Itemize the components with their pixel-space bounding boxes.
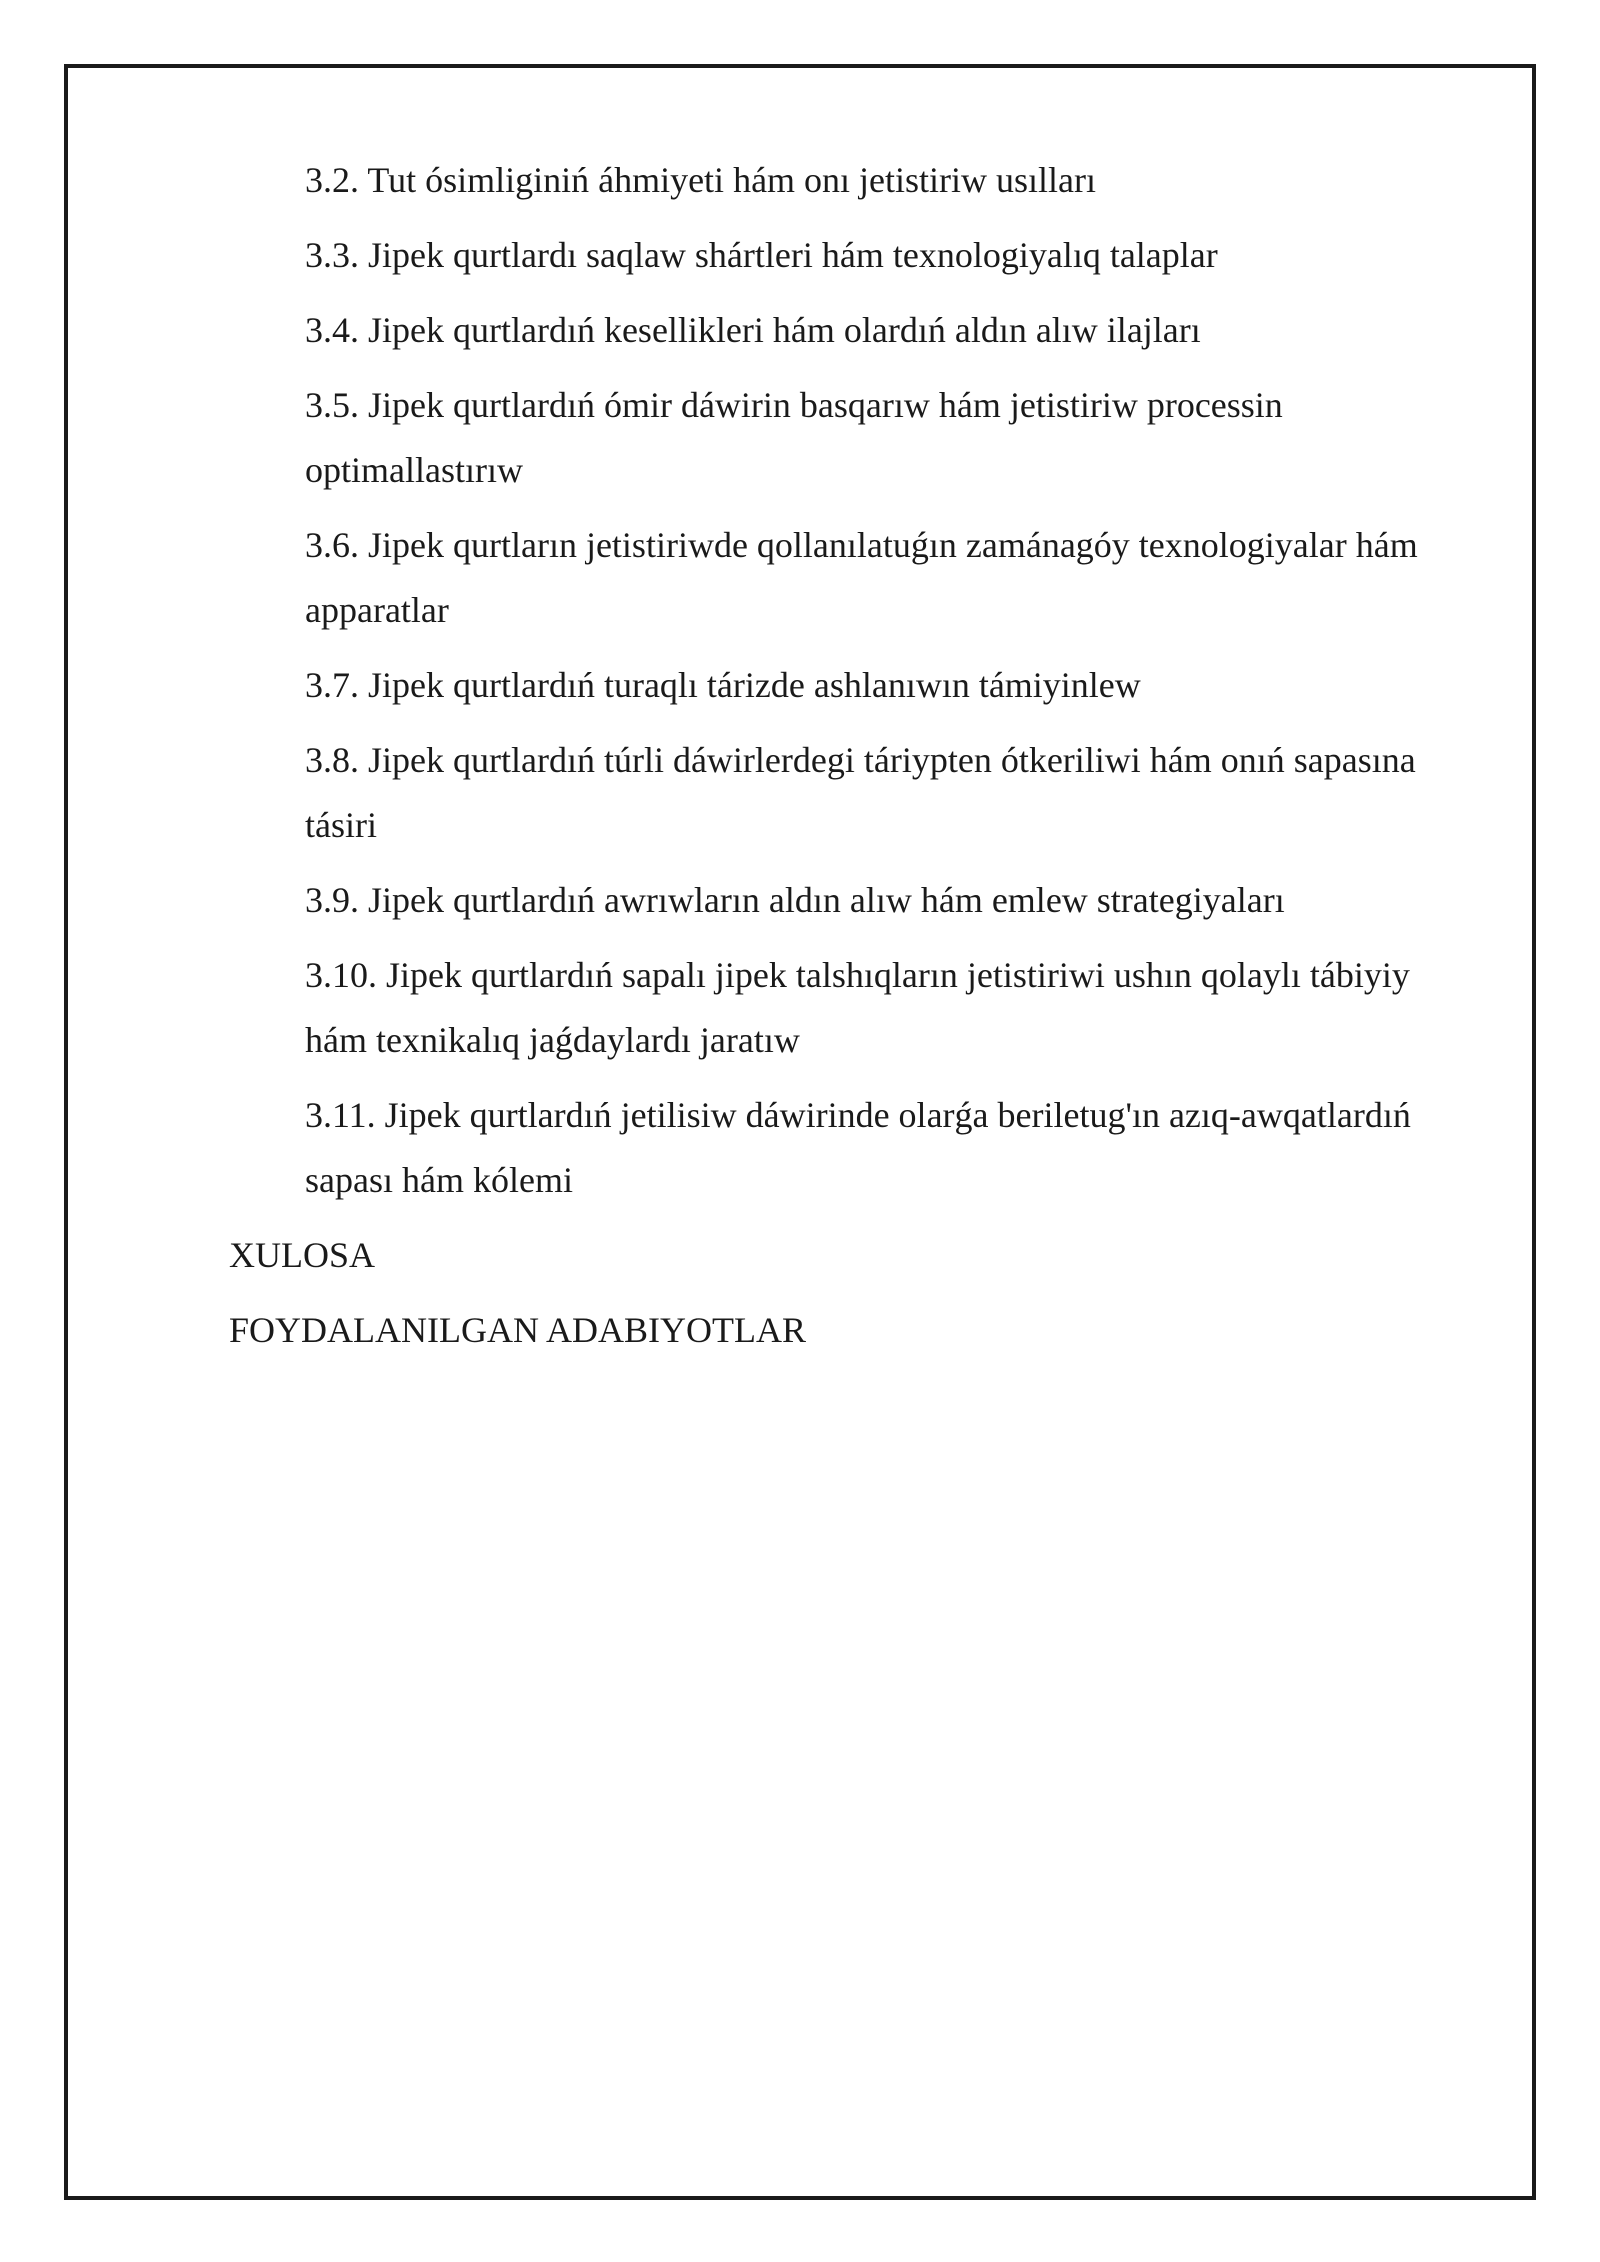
- toc-entry-3-6: 3.6. Jipek qurtların jetistiriwde qollanılatuǵın zamánagóy texnologiyalar hám apparatlar: [305, 525, 1418, 630]
- toc-entry-3-7: 3.7. Jipek qurtlardıń turaqlı tárizde ashlanıwın támiyinlew: [305, 665, 1141, 705]
- toc-entry-3-3: 3.3. Jipek qurtlardı saqlaw shártleri hám texnologiyalıq talaplar: [305, 235, 1218, 275]
- toc-entry-3-9: 3.9. Jipek qurtlardıń awrıwların aldın alıw hám emlew strategiyaları: [305, 880, 1285, 920]
- toc-entry-3-11: 3.11. Jipek qurtlardıń jetilisiw dáwirinde olarǵa beriletug'ın azıq-awqatlardıń sapası hám kólemi: [305, 1095, 1411, 1200]
- toc-entry-3-5: 3.5. Jipek qurtlardıń ómir dáwirin basqarıw hám jetistiriw processin optimallastırıw: [305, 385, 1283, 490]
- toc-entry-3-4: 3.4. Jipek qurtlardıń kesellikleri hám olardıń aldın alıw ilajları: [305, 310, 1201, 350]
- toc-entry-xulosa: XULOSA: [229, 1235, 376, 1275]
- toc-entry-3-10: 3.10. Jipek qurtlardıń sapalı jipek talshıqların jetistiriwi ushın qolaylı tábiyiy hám texnikalıq jaǵdaylardı jaratıw: [305, 955, 1410, 1060]
- toc-entry-references: FOYDALANILGAN ADABIYOTLAR: [229, 1310, 806, 1350]
- toc-entry-3-8: 3.8. Jipek qurtlardıń túrli dáwirlerdegi táriypten ótkeriliwi hám onıń sapasına tásiri: [305, 740, 1416, 845]
- toc-entry-3-2: 3.2. Tut ósimliginiń áhmiyeti hám onı jetistiriw usılları: [305, 160, 1097, 200]
- table-of-contents: [229, 148, 1474, 1373]
